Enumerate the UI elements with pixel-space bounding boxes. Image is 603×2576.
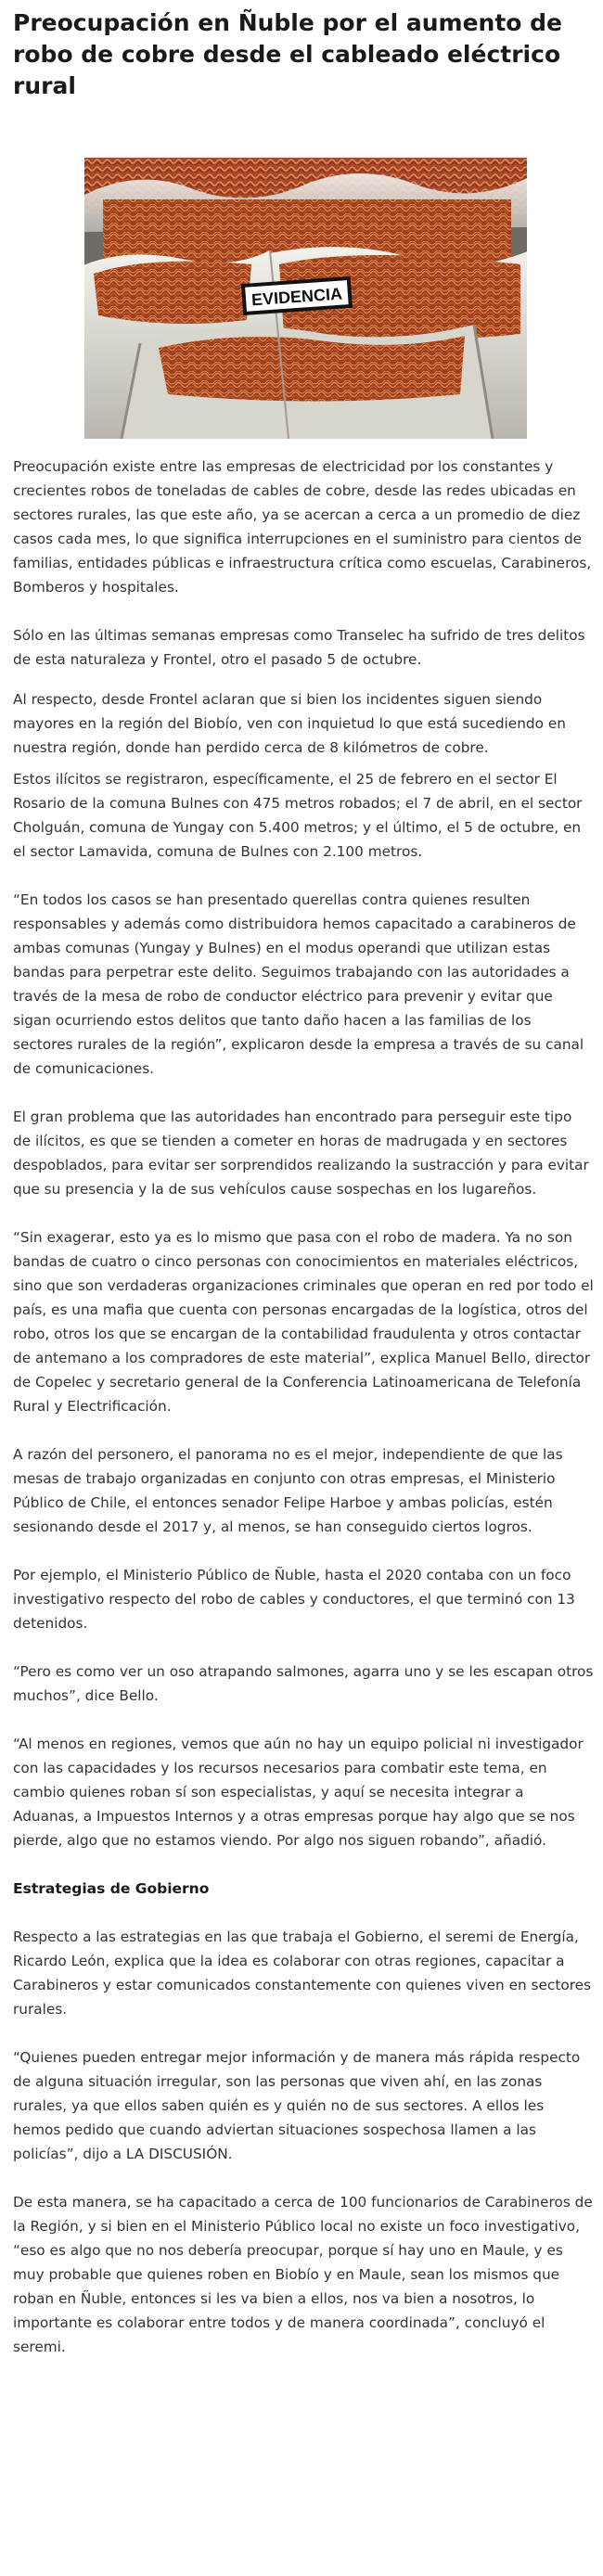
paragraph-11: “Al menos en regiones, vemos que aún no hay un equipo policial ni investigador con las capacidades y los recursos necesarios para combatir este tema, en cambio quienes roban sí son especialistas, y aquí se necesita integrar a Aduanas, a Impuestos Internos y a otras empresas porque hay algo que se nos pierde, algo que no estamos viendo. Por algo nos siguen robando”, añadió.	[13, 1736, 584, 1849]
paragraph-2: Sólo en las últimas semanas empresas como Transelec ha sufrido de tres delitos de esta naturaleza y Frontel, otro el pasado 5 de octubre.	[13, 627, 585, 668]
paragraph-4: Estos ilícitos se registraron, específicamente, el 25 de febrero en el sector El Rosario de la comuna Bulnes con 475 metros robados; el 7 de abril, en el sector Cholguán, comuna de Yungay con 5.400 metros; y el último, el 5 de octubre, en el sector Lamavida, comuna de Bulnes con 2.100 metros.	[13, 771, 583, 860]
section-paragraph-2: “Quienes pueden entregar mejor información y de manera más rápida respecto de alguna situación irregular, son las personas que viven ahí, en las zonas rurales, ya que ellos saben quién es y quién no de sus sectores. A ellos les hemos pedido que cuando adviertan situaciones sospechosa llamen a las policías”, dijo a LA DISCUSIÓN.	[13, 2049, 581, 2162]
paragraph-5: “En todos los casos se han presentado querellas contra quienes resulten responsables y además como distribuidora hemos capacitado a carabineros de ambas comunas (Yungay y Bulnes) en el modus operandi que utilizan estas bandas para perpetrar este delito. Seguimos trabajando con las autoridades a través de la mesa de robo de conductor eléctrico para prevenir y evitar que sigan ocurriendo estos delitos que tanto daño hacen a las familias de los sectores rurales de la región”, explicaron desde la empresa a través de su canal de comunicaciones.	[13, 891, 584, 1077]
paragraph-7: “Sin exagerar, esto ya es lo mismo que pasa con el robo de madera. Ya no son bandas de cuatro o cinco personas con conocimientos en materiales eléctricos, sino que son verdaderas organizaciones criminales que operan en red por todo el país, es una mafia que cuenta con personas encargadas de la logística, otros del robo, otros los que se encargan de la contabilidad fraudulenta y otros contactar de antemano a los compradores de este material”, explica Manuel Bello, director de Copelec y secretario general de la Conferencia Latinoamericana de Telefonía Rural y Electrificación.	[13, 1229, 594, 1415]
article-photo	[84, 158, 527, 439]
paragraph-6: El gran problema que las autoridades han encontrado para perseguir este tipo de ilícitos, es que se tienden a cometer en horas de madrugada y en sectores despoblados, para evitar ser sorprendidos realizando la sustracción y para evitar que su presencia y la de sus vehículos cause sospechas en los lugareños.	[13, 1109, 589, 1198]
article-title: Preocupación en Ñuble por el aumento de robo de cobre desde el cableado eléctrico rural	[13, 9, 563, 99]
paragraph-8: A razón del personero, el panorama no es el mejor, independiente de que las mesas de trabajo organizadas en conjunto con otras empresas, el Ministerio Público de Chile, el entonces senador Felipe Harboe y ambas policías, estén sesionando desde el 2017 y, al menos, se han conseguido ciertos logros.	[13, 1446, 563, 1535]
section-heading: Estrategias de Gobierno	[13, 1880, 210, 1897]
paragraph-10: “Pero es como ver un oso atrapando salmones, agarra uno y se les escapan otros muchos”, dice Bello.	[13, 1663, 594, 1704]
paragraph-3: Al respecto, desde Frontel aclaran que si bien los incidentes siguen siendo mayores en la región del Biobío, ven con inquietud lo que está sucediendo en nuestra región, donde han perdido cerca de 8 kilómetros de cobre.	[13, 691, 566, 756]
section-paragraph-1: Respecto a las estrategias en las que trabaja el Gobierno, el seremi de Energía, Ricardo León, explica que la idea es colaborar con otras regiones, capacitar a Carabineros y estar comunicados constantemente con quienes viven en sectores rurales.	[13, 1929, 592, 2018]
copper-cables-image	[84, 158, 527, 439]
paragraph-9: Por ejemplo, el Ministerio Público de Ñuble, hasta el 2020 contaba con un foco investigativo respecto del robo de cables y conductores, el que terminó con 13 detenidos.	[13, 1567, 575, 1632]
article-body	[13, 455, 594, 2383]
section-paragraph-3: De esta manera, se ha capacitado a cerca de 100 funcionarios de Carabineros de la Región, y si bien en el Ministerio Público local no existe un foco investigativo, “eso es algo que no nos debería preocupar, porque sí hay uno en Maule, y es muy probable que quienes roben en Biobío y en Maule, sean los mismos que roban en Ñuble, entonces si les va bien a ellos, nos va bien a nosotros, lo importante es colaborar entre todos y de manera coordinada”, concluyó el seremi.	[13, 2194, 593, 2355]
evidence-sign-text: EVIDENCIA	[250, 284, 343, 310]
paragraph-1: Preocupación existe entre las empresas de electricidad por los constantes y crecientes robos de toneladas de cables de cobre, desde las redes ubicadas en sectores rurales, las que este año, ya se acercan a cerca a un promedio de diez casos cada mes, lo que significa interrupciones en el suministro para cientos de familias, entidades públicas e infraestructura crítica como escuelas, Carabineros, Bomberos y hospitales.	[13, 458, 592, 596]
